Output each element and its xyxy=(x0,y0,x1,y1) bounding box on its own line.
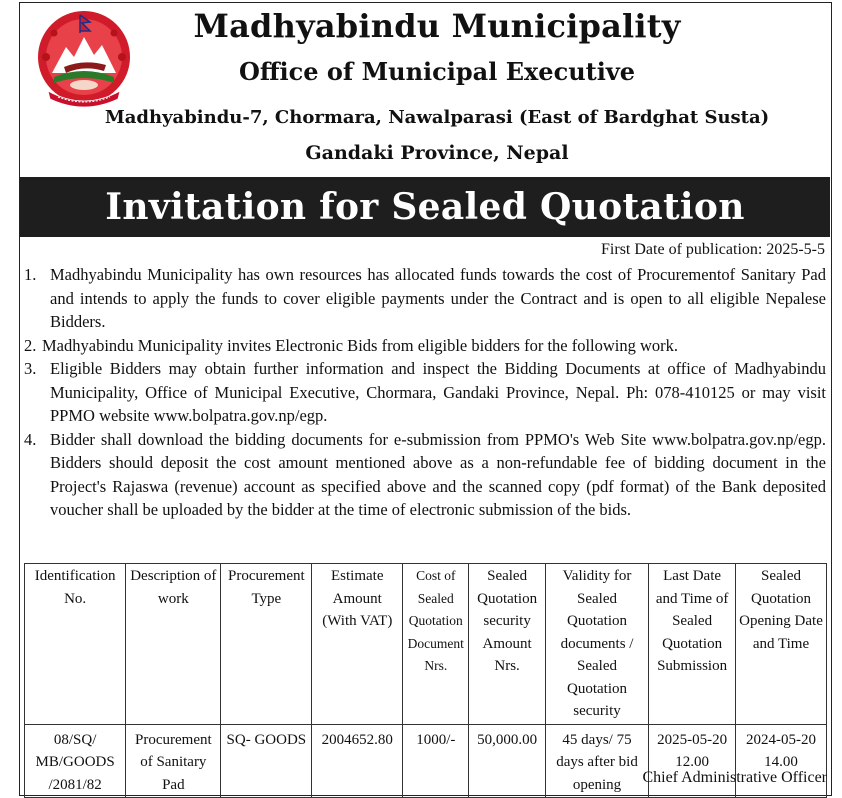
notice-header xyxy=(20,3,830,179)
cell-estimate-amount: 2004652.80 xyxy=(312,724,403,798)
header-description: Description of work xyxy=(126,564,221,725)
header-last-date: Last Date and Time of Sealed Quotation Submission xyxy=(649,564,736,725)
paragraph-text: Bidder shall download the bidding documents for e-submission from PPMO's Web Site www.bolpatra.gov.np/egp. Bidders should deposit the cost amount mentioned above as a non-refundable fee of bidding document in the Project's Rajaswa (revenue) account as specified above and the scanned copy (pdf format) of the Bank deposited voucher shall be uploaded by the bidder at the time of electronic submission of the bids. xyxy=(50,429,826,519)
paragraph-1 xyxy=(20,263,830,334)
municipality-name: Madhyabindu Municipality xyxy=(193,7,681,45)
header-document-cost: Cost of Sealed Quotation Document Nrs. xyxy=(403,564,469,725)
notice-frame xyxy=(19,2,832,796)
notice-title-banner: Invitation for Sealed Quotation xyxy=(20,177,830,237)
header-identification: Identification No. xyxy=(25,564,126,725)
province-name: Gandaki Province, Nepal xyxy=(305,142,569,164)
header-estimate-amount: Estimate Amount (With VAT) xyxy=(312,564,403,725)
paragraph-number: 3. xyxy=(24,359,37,378)
cell-last-date: 2025-05-20 12.00 xyxy=(649,724,736,798)
paragraph-number: 1. xyxy=(24,265,37,284)
cell-opening-date: 2024-05-20 14.00 xyxy=(736,724,827,798)
cell-validity: 45 days/ 75 days after bid opening xyxy=(545,724,648,798)
header-opening-date: Sealed Quotation Opening Date and Time xyxy=(736,564,827,725)
signature-title: Chief Administrative Officer xyxy=(642,769,827,786)
publication-date: First Date of publication: 2025-5-5 xyxy=(601,241,825,258)
notice-body xyxy=(20,263,830,522)
cell-document-cost: 1000/- xyxy=(403,724,469,798)
quotation-table xyxy=(24,563,827,798)
header-procurement-type: Procurement Type xyxy=(221,564,312,725)
table-header-row xyxy=(25,564,827,725)
paragraph-text: Madhyabindu Municipality has own resources has allocated funds towards the cost of Procurementof Sanitary Pad and intends to apply the funds to cover eligible payments under the Contract and is open to all eligible Nepalese Bidders. xyxy=(50,265,826,331)
cell-security-amount: 50,000.00 xyxy=(469,724,545,798)
cell-description: Procurement of Sanitary Pad xyxy=(126,724,221,798)
paragraph-number: 4. xyxy=(24,429,37,449)
cell-identification: 08/SQ/ MB/GOODS /2081/82 xyxy=(25,724,126,798)
paragraph-3 xyxy=(20,357,830,428)
office-address: Madhyabindu-7, Chormara, Nawalparasi (East of Bardghat Susta) xyxy=(104,107,770,128)
paragraph-2 xyxy=(20,334,830,358)
cell-procurement-type: SQ- GOODS xyxy=(221,724,312,798)
paragraph-number: 2. xyxy=(24,335,37,355)
paragraph-text: Eligible Bidders may obtain further information and inspect the Bidding Documents at office of Madhyabindu Municipality, Office of Municipal Executive, Chormara, Gandaki Province, Nepal. Ph: 078-410125 or may visit PPMO website www.bolpatra.gov.np/egp. xyxy=(50,359,826,425)
paragraph-text: Madhyabindu Municipality invites Electronic Bids from eligible bidders for the following work. xyxy=(42,335,679,355)
office-name: Office of Municipal Executive xyxy=(238,57,636,86)
header-validity: Validity for Sealed Quotation documents / Sealed Quotation security xyxy=(545,564,648,725)
paragraph-4 xyxy=(20,428,830,522)
header-security-amount: Sealed Quotation security Amount Nrs. xyxy=(469,564,545,725)
